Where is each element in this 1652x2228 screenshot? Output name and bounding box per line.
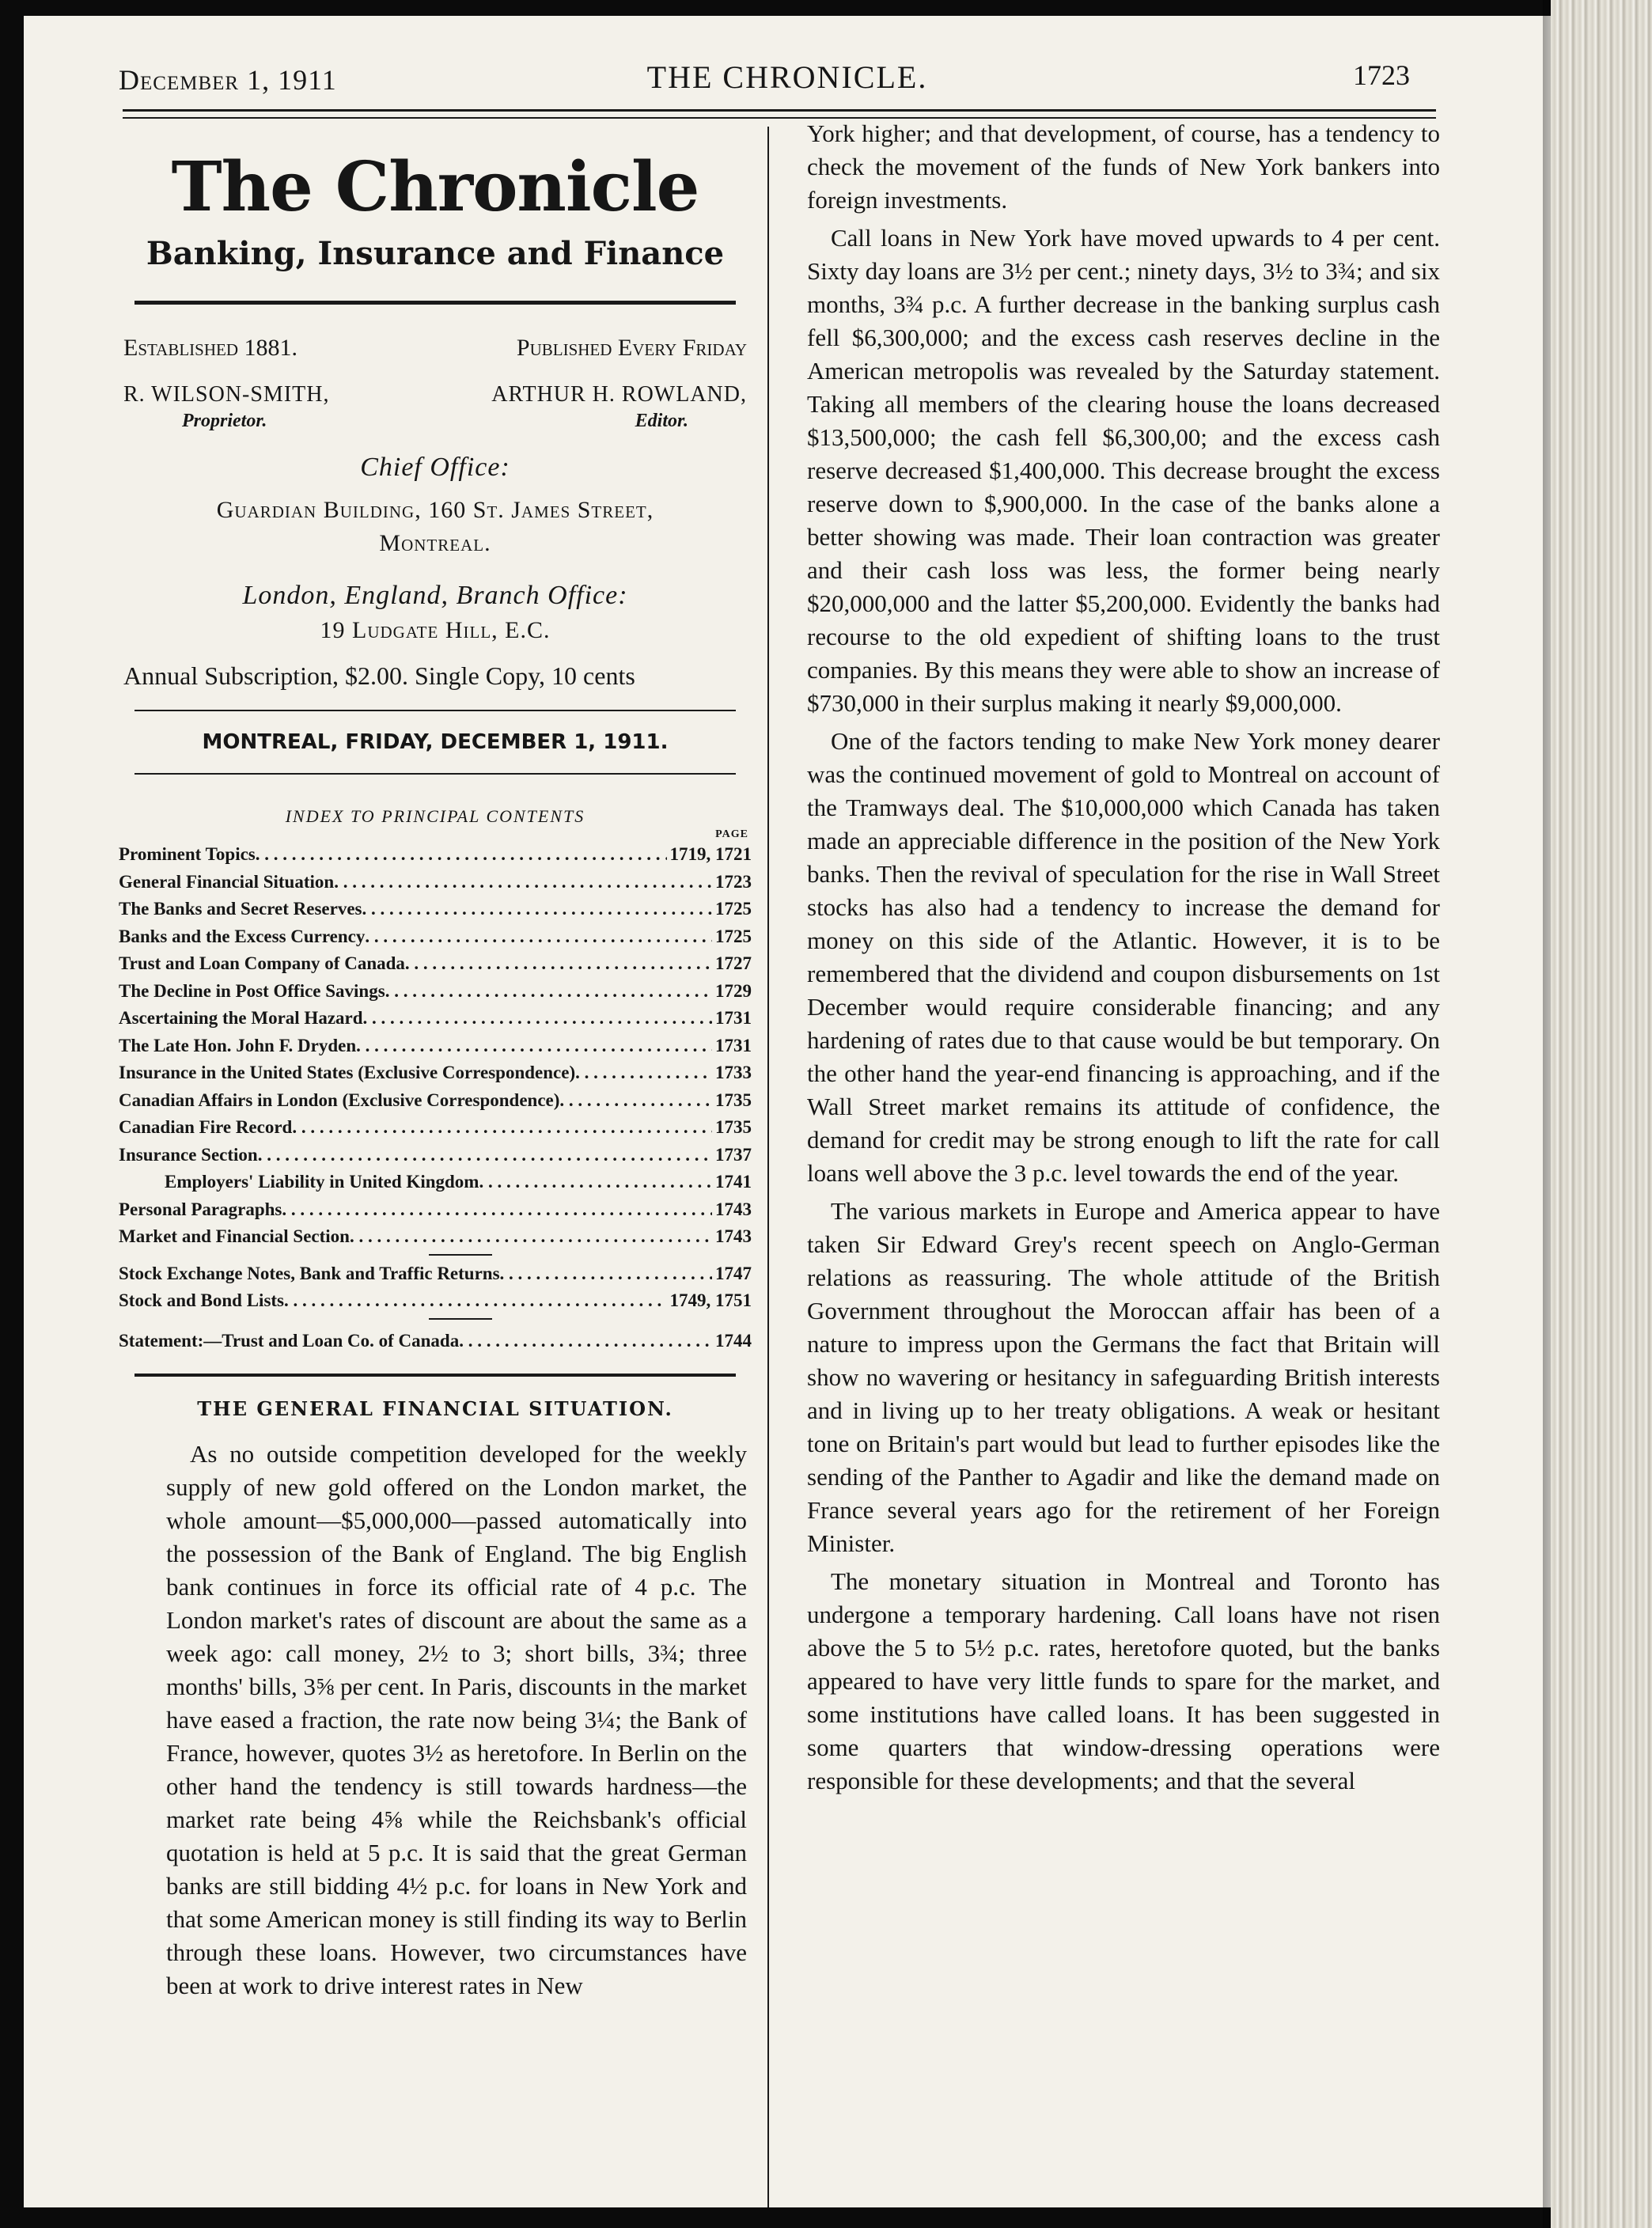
- toc-entry-title: Employers' Liability in United Kingdom: [165, 1172, 479, 1192]
- dateline: MONTREAL, FRIDAY, DECEMBER 1, 1911.: [202, 730, 669, 754]
- toc-entry: [119, 1169, 752, 1196]
- published-text: Published Every Friday: [516, 335, 747, 361]
- toc-entry-page: 1725: [715, 899, 752, 919]
- toc-entry: [119, 950, 752, 978]
- toc-entry-page: 1743: [715, 1226, 752, 1246]
- toc-leader-dots: [258, 1142, 712, 1169]
- toc-entry-title: The Decline in Post Office Savings: [119, 980, 385, 1001]
- masthead-rule: [135, 301, 736, 305]
- toc-leader-dots: [350, 1223, 712, 1251]
- article-paragraph: Call loans in New York have moved upwards to 4 per cent. Sixty day loans are 3½ per cent.; ninety days, 3½ to 3¾; and six months, 3¾ p.c. A further decrease in the banking surplus cash fell $6,300,000; and the excess cash reserves decline in the American metropolis was revealed by the Saturday statement. Taking all members of the clearing house the loans decreased $13,500,000; the cash fell $6,300,00; and the excess cash reserve decreased $1,400,000. This decrease brought the excess reserve down to $,900,000. In the case of the banks alone a better showing was made. Their loan contraction was greater and their cash loss was less, the former being nearly $20,000,000 and the latter $5,200,000. Evidently the banks had recourse to the old expedient of shifting loans to the trust companies. By this means they were able to show an increase of $730,000 in their surplus making it nearly $9,000,000.: [807, 224, 1440, 717]
- toc-entry-title: The Late Hon. John F. Dryden: [119, 1035, 357, 1055]
- toc-leader-dots: [292, 1114, 712, 1142]
- toc-entry-title: Canadian Affairs in London (Exclusive Correspondence): [119, 1089, 560, 1110]
- toc-entry: [119, 1287, 752, 1315]
- toc-entry-page: 1747: [715, 1263, 752, 1283]
- toc-entry: [119, 1114, 752, 1142]
- index-rule: [135, 1374, 736, 1377]
- running-head: [24, 47, 1551, 103]
- chief-office-label: Chief Office:: [360, 453, 510, 482]
- table-of-contents-statement: [119, 1328, 752, 1355]
- toc-entry-page: 1729: [715, 980, 752, 1001]
- proprietor-name: R. WILSON-SMITH,: [123, 382, 330, 407]
- toc-separator: [429, 1254, 492, 1256]
- toc-leader-dots: [363, 1005, 712, 1033]
- toc-entry: [119, 841, 752, 869]
- column-divider: [767, 127, 769, 2207]
- toc-leader-dots: [559, 1087, 712, 1115]
- book-spine: [1551, 0, 1652, 2228]
- toc-entry-title: Prominent Topics: [119, 844, 256, 864]
- toc-entry-page: 1725: [715, 926, 752, 946]
- toc-leader-dots: [575, 1059, 712, 1087]
- toc-entry-title: The Banks and Secret Reserves: [119, 899, 362, 919]
- toc-entry-title: Insurance Section: [119, 1144, 258, 1165]
- toc-entry: [119, 1196, 752, 1224]
- toc-entry: [119, 1260, 752, 1288]
- toc-entry-title: Stock and Bond Lists: [119, 1290, 284, 1310]
- toc-entry-title: Personal Paragraphs: [119, 1199, 282, 1219]
- toc-entry-page: 1727: [715, 953, 752, 973]
- toc-leader-dots: [385, 978, 712, 1006]
- dateline-rule-bottom: [135, 773, 736, 775]
- editor-name: ARTHUR H. ROWLAND,: [491, 382, 747, 407]
- toc-leader-dots: [356, 1033, 712, 1060]
- toc-leader-dots: [362, 896, 712, 923]
- article-paragraph: One of the factors tending to make New York money dearer was the continued movement of gold to Montreal on account of the Tramways deal. The $10,000,000 which Canada has taken made an appreciable difference in the position of the New York banks. Then the revival of speculation for the rise in Wall Street stocks has also had a tendency to increase the demand for money on this side of the Atlantic. However, it is to be remembered that the dividend and coupon disbursements on 1st December would require considerable financing; and any hardening of rates due to that cause would be but temporary. On the other hand the year-end financing is approaching, and if the Wall Street market remains its attitude of confidence, the demand for credit may be strong enough to lift the rate for call loans well above the 3 p.c. level towards the end of the year.: [807, 727, 1440, 1187]
- toc-leader-dots: [284, 1287, 667, 1315]
- branch-office-address: 19 Ludgate Hill, E.C.: [320, 617, 551, 643]
- article-paragraph: York higher; and that development, of course, has a tendency to check the movement of the funds of New York bankers into foreign investments.: [807, 119, 1440, 214]
- toc-entry-page: 1737: [715, 1144, 752, 1165]
- running-title: THE CHRONICLE.: [646, 59, 928, 95]
- toc-entry: [119, 896, 752, 923]
- toc-leader-dots: [334, 869, 712, 896]
- publication-info: [119, 335, 752, 362]
- masthead-title: The Chronicle: [171, 147, 699, 227]
- toc-leader-dots: [405, 950, 712, 978]
- toc-entry: [119, 1059, 752, 1087]
- toc-entry-page: 1741: [715, 1172, 752, 1192]
- toc-leader-dots: [256, 841, 667, 869]
- toc-entry-page: 1744: [715, 1330, 752, 1351]
- toc-leader-dots: [282, 1196, 712, 1224]
- toc-leader-dots: [459, 1328, 712, 1355]
- chief-office-address: [119, 494, 752, 560]
- toc-entry-title: Banks and the Excess Currency: [119, 926, 366, 946]
- toc-entry: [119, 923, 752, 951]
- toc-entry-page: 1731: [715, 1035, 752, 1055]
- toc-entry: [119, 1328, 752, 1355]
- toc-leader-dots: [479, 1169, 712, 1196]
- article-body-left: [119, 1438, 752, 2003]
- toc-entry-page: 1719, 1721: [669, 844, 752, 864]
- toc-leader-dots: [500, 1260, 712, 1288]
- toc-entry-title: Statement:—Trust and Loan Co. of Canada: [119, 1330, 460, 1351]
- toc-entry-title: Stock Exchange Notes, Bank and Traffic Returns: [119, 1263, 500, 1283]
- article-paragraph: The various markets in Europe and America appear to have taken Sir Edward Grey's recent speech on Anglo-German relations as reassuring. The whole attitude of the British Government throughout the Moroccan affair has been of a nature to impress upon the Germans the fact that Britain will show no wavering or hesitancy in safeguarding British interests and in living up to her treaty obligations. A weak or hesitant tone on Britain's part would but lead to further episodes like the sending of the Panther to Agadir and like the demand made on France several years ago for the retirement of her Foreign Minister.: [807, 1197, 1440, 1557]
- article-paragraph: As no outside competition developed for the weekly supply of new gold offered on the London market, the whole amount—$5,000,000—passed automatically into the possession of the Bank of England. The big English bank continues in force its official rate of 4 p.c. The London market's rates of discount are about the same as a week ago: call money, 2½ to 3; short bills, 3¾; three months' bills, 3⅝ per cent. In Paris, discounts in the market have eased a fraction, the rate now being 3¼; the Bank of France, however, quotes 3½ as heretofore. In Berlin on the other hand the tendency is still towards hardness—the market rate being 4⅝ while the Reichsbank's official quotation is held at 5 p.c. It is said that the great German banks are still bidding 4½ p.c. for loans in New York and that some American money is still finding its way to Berlin through these loans. However, two circumstances have been at work to drive interest rates in New: [166, 1440, 747, 1999]
- toc-entry-title: Market and Financial Section: [119, 1226, 350, 1246]
- toc-separator: [429, 1318, 492, 1320]
- chief-office-line1: Guardian Building, 160 St. James Street,: [216, 497, 654, 523]
- index-page-label: PAGE: [715, 828, 748, 840]
- toc-leader-dots: [365, 923, 712, 951]
- right-column: [807, 117, 1440, 1798]
- toc-entry: [119, 1087, 752, 1115]
- toc-entry-page: 1749, 1751: [669, 1290, 752, 1310]
- toc-entry-title: Canadian Fire Record: [119, 1117, 293, 1137]
- article-body-right: [807, 117, 1440, 1798]
- left-column: [119, 127, 752, 2003]
- proprietor-role: Proprietor.: [182, 411, 267, 431]
- table-of-contents-lists: [119, 1260, 752, 1315]
- toc-entry: [119, 978, 752, 1006]
- toc-entry-page: 1723: [715, 871, 752, 892]
- chief-office-line2: Montreal.: [379, 530, 491, 556]
- page-number: 1723: [1353, 59, 1410, 91]
- article-paragraph: The monetary situation in Montreal and Toronto has undergone a temporary hardening. Call loans have not risen above the 5 to 5½ p.c. rates, heretofore quoted, but the banks appeared to have very little funds to spare for the market, and some institutions have called loans. It has been suggested in some quarters that window-dressing operations were responsible for these developments; and that the several: [807, 1567, 1440, 1794]
- toc-entry-title: Insurance in the United States (Exclusive Correspondence): [119, 1063, 576, 1082]
- subscription-info: Annual Subscription, $2.00. Single Copy, 10 cents: [123, 661, 635, 690]
- toc-entry-page: 1735: [715, 1117, 752, 1137]
- toc-entry-page: 1731: [715, 1008, 752, 1028]
- article-heading: THE GENERAL FINANCIAL SITUATION.: [197, 1397, 673, 1420]
- toc-entry: [119, 1005, 752, 1033]
- dateline-rule-top: [135, 710, 736, 711]
- branch-office-label: London, England, Branch Office:: [242, 581, 628, 610]
- magazine-page: [24, 16, 1551, 2207]
- toc-entry: [119, 1223, 752, 1251]
- issue-date: December 1, 1911: [119, 64, 337, 96]
- established-text: Established 1881.: [123, 335, 297, 361]
- table-of-contents: [119, 841, 752, 1251]
- header-rule: [123, 109, 1436, 112]
- staff-roles: [119, 411, 752, 432]
- toc-entry-title: Trust and Loan Company of Canada: [119, 953, 405, 973]
- toc-entry: [119, 1142, 752, 1169]
- editor-role: Editor.: [635, 411, 688, 431]
- masthead-subtitle: Banking, Insurance and Finance: [146, 235, 725, 272]
- staff-names: [119, 382, 752, 407]
- toc-entry: [119, 1033, 752, 1060]
- toc-entry: [119, 869, 752, 896]
- toc-entry-page: 1733: [715, 1063, 752, 1082]
- toc-entry-page: 1735: [715, 1089, 752, 1110]
- index-title: INDEX TO PRINCIPAL CONTENTS: [285, 806, 585, 826]
- toc-entry-title: Ascertaining the Moral Hazard: [119, 1008, 363, 1028]
- toc-entry-title: General Financial Situation: [119, 871, 335, 892]
- toc-entry-page: 1743: [715, 1199, 752, 1219]
